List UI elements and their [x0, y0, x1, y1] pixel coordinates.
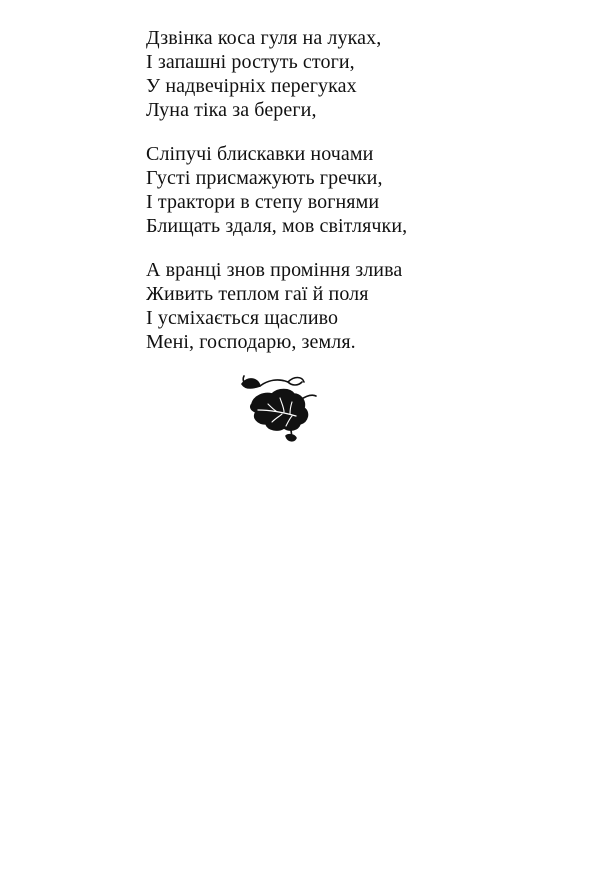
poem-line: Сліпучі блискавки ночами	[146, 143, 374, 165]
poem-line: І запашні ростуть стоги,	[146, 51, 355, 73]
oak-leaf-vignette-icon	[238, 370, 318, 444]
poem-line: І трактори в степу вогнями	[146, 191, 380, 213]
stanza-3	[146, 258, 566, 354]
poem-line: І усміхається щасливо	[146, 307, 339, 329]
poem-line: У надвечірніх перегуках	[146, 75, 357, 97]
poem-line: Блищать здаля, мов світлячки,	[146, 215, 408, 237]
poem-line: Мені, господарю, земля.	[146, 331, 356, 353]
poem	[146, 26, 566, 374]
poem-line: Дзвінка коса гуля на луках,	[146, 27, 382, 49]
poem-line: Густі присмажують гречки,	[146, 167, 383, 189]
stanza-2	[146, 142, 566, 238]
poem-line: Живить теплом гаї й поля	[146, 283, 369, 305]
poem-line: А вранці знов проміння злива	[146, 259, 403, 281]
poem-line: Луна тіка за береги,	[146, 99, 317, 121]
stanza-1	[146, 26, 566, 122]
